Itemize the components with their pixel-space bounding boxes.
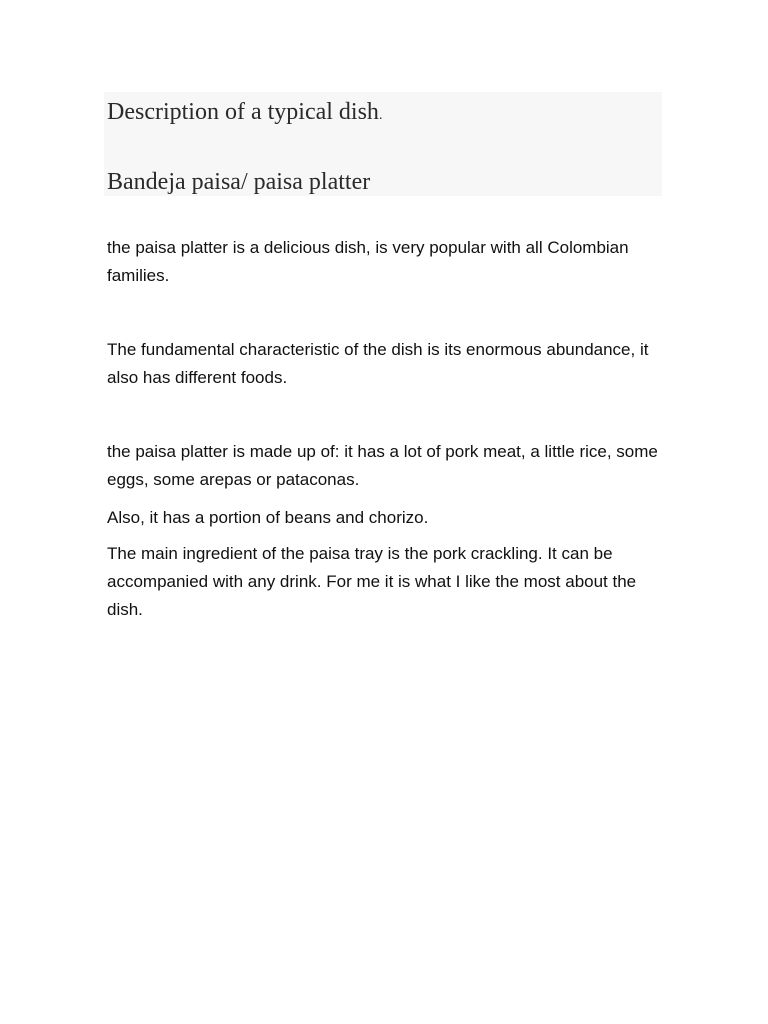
paragraph-beans: Also, it has a portion of beans and chorizo. — [107, 508, 429, 527]
document-title-period: . — [378, 108, 383, 123]
document-subtitle: Bandeja paisa/ paisa platter — [107, 169, 371, 195]
paragraph-characteristic: The fundamental characteristic of the dish is its enormous abundance, it also has different foods. — [107, 340, 649, 387]
paragraph-intro: the paisa platter is a delicious dish, is very popular with all Colombian families. — [107, 238, 629, 285]
heading-block — [104, 92, 662, 196]
paragraph-ingredients: the paisa platter is made up of: it has a lot of pork meat, a little rice, some eggs, some arepas or pataconas. — [107, 442, 658, 489]
document-title-text: Description of a typical dish — [107, 99, 379, 125]
document-title — [107, 98, 382, 130]
paragraph-main-ingredient: The main ingredient of the paisa tray is the pork crackling. It can be accompanied with any drink. For me it is what I like the most about the dish. — [107, 544, 637, 619]
